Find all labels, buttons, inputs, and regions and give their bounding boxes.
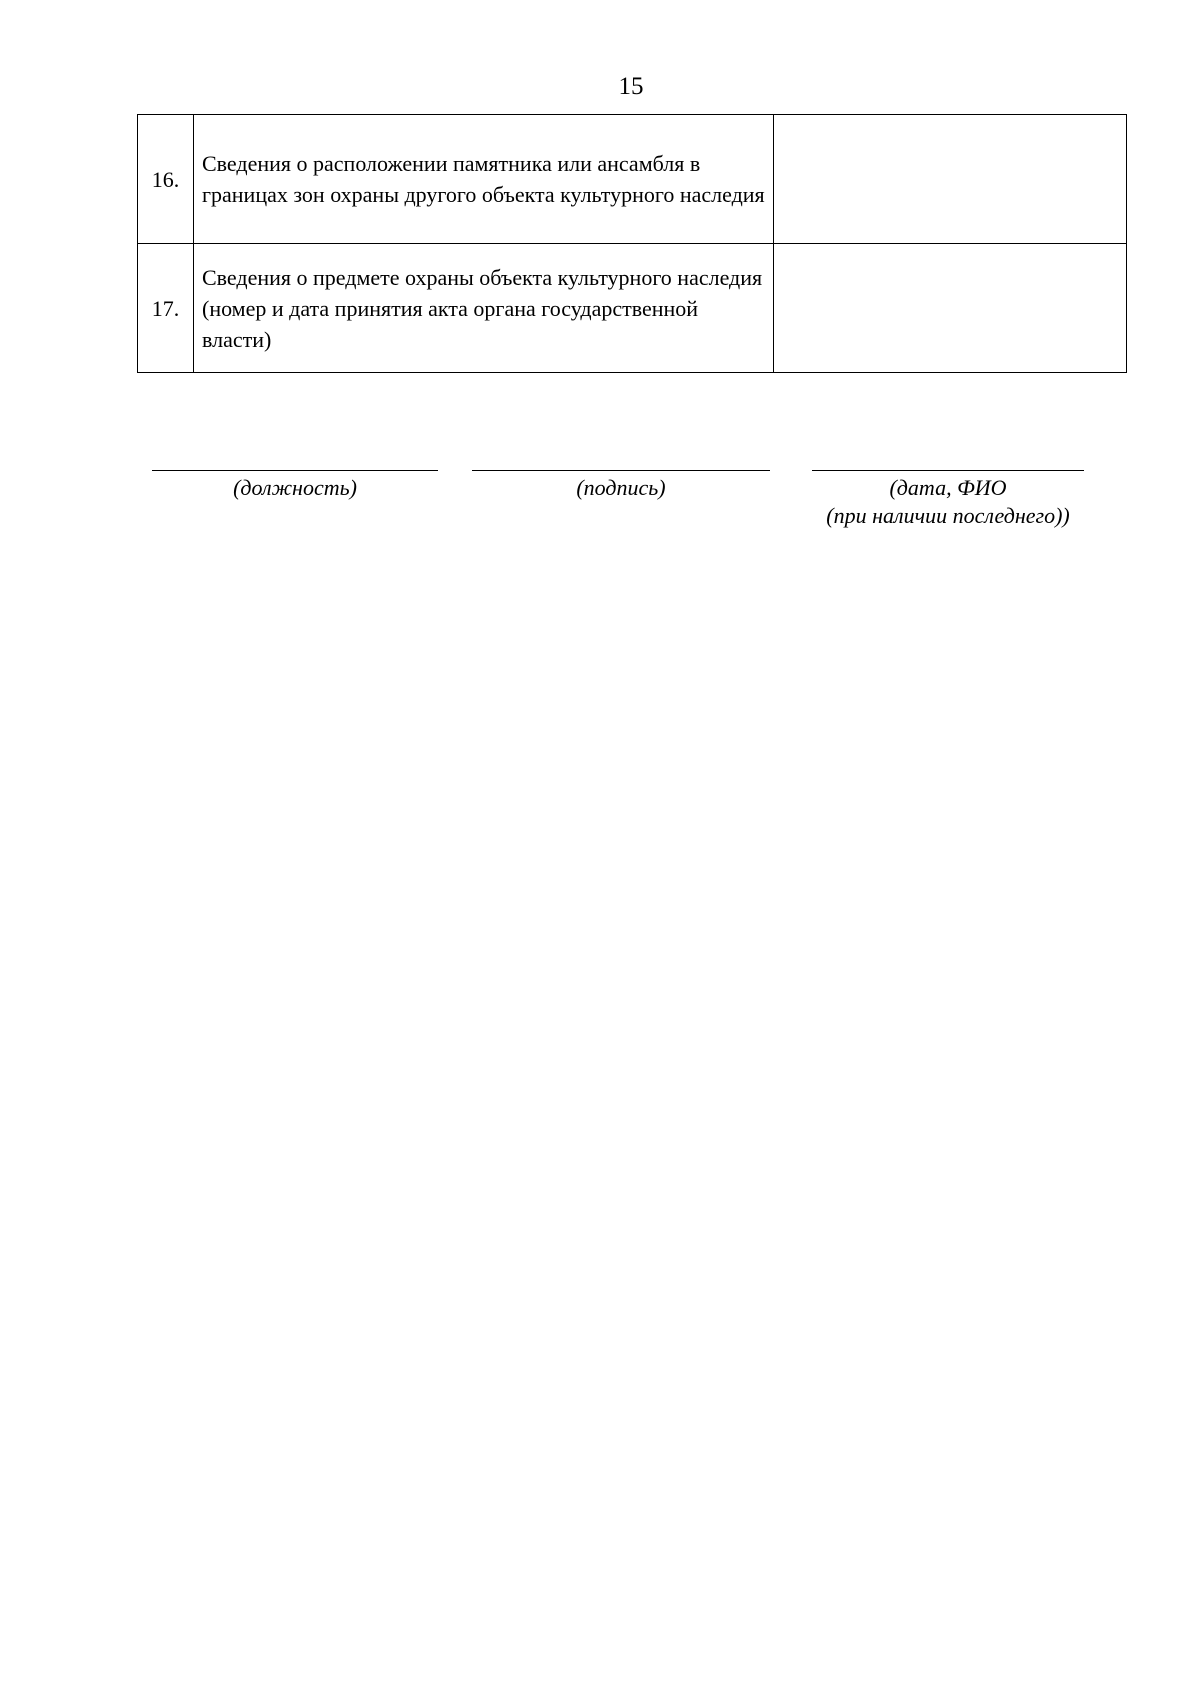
row-description: Сведения о предмете охраны объекта культурного наследия (номер и дата принятия акта органа государственной власти) [194, 244, 774, 373]
row-number: 16. [138, 115, 194, 244]
date-name-line [812, 470, 1084, 471]
signature-line [472, 470, 770, 471]
date-name-signature-field [812, 470, 1084, 530]
position-line [152, 470, 438, 471]
signature-field [472, 470, 770, 502]
page-number: 15 [618, 73, 644, 100]
table-row [138, 115, 1127, 244]
row-number: 17. [138, 244, 194, 373]
row-value [774, 115, 1127, 244]
position-signature-field [152, 470, 438, 502]
date-name-caption-note: (при наличии последнего)) [826, 503, 1070, 528]
date-name-caption: (дата, ФИО [889, 475, 1007, 500]
row-description: Сведения о расположении памятника или ансамбля в границах зон охраны другого объекта культурного наследия [194, 115, 774, 244]
position-caption: (должность) [233, 475, 357, 500]
signature-block [0, 470, 1200, 550]
info-table [137, 114, 1127, 373]
row-value [774, 244, 1127, 373]
table-row [138, 244, 1127, 373]
signature-caption: (подпись) [576, 475, 666, 500]
